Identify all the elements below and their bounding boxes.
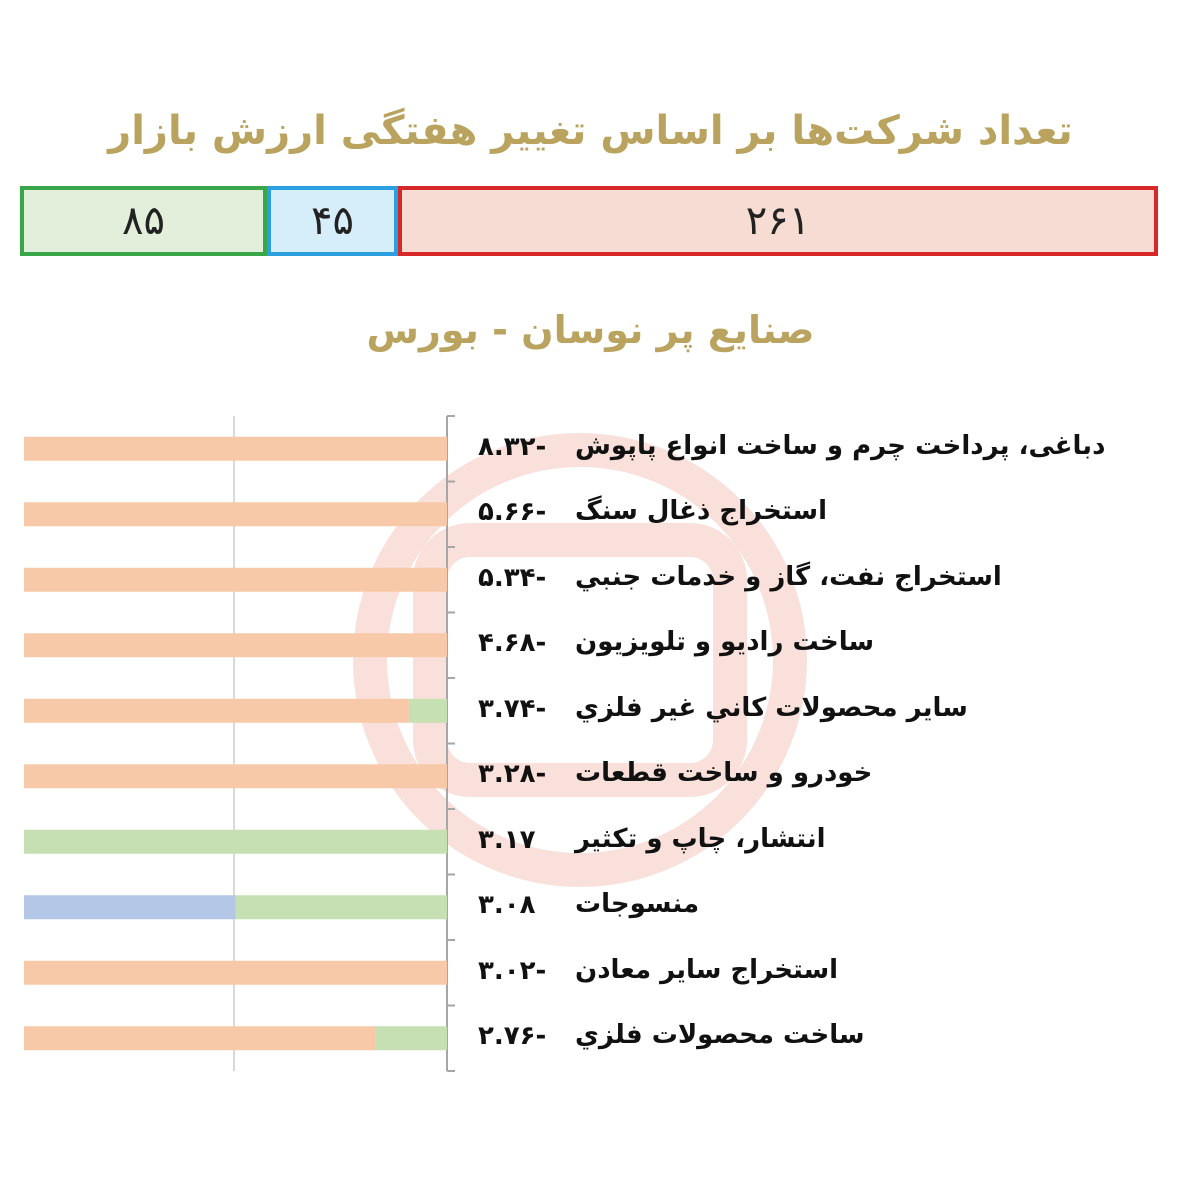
companies-title: تعداد شرکت‌ها بر اساس تغییر هفتگی ارزش بازار xyxy=(108,108,1073,154)
industry-bar-10-part-2 xyxy=(375,1026,447,1050)
industry-bar-5-part-2 xyxy=(409,699,447,723)
industry-label-7: انتشار، چاپ و تکثير xyxy=(575,823,826,854)
industry-bar-3-part-1 xyxy=(24,568,447,592)
industry-label-4: ساخت راديو و تلويزيون xyxy=(575,627,875,658)
industry-value-7: ۳.۱۷ xyxy=(478,824,536,855)
industry-value-2: ۵.۶۶- xyxy=(478,497,547,528)
industry-label-5: ساير محصولات کاني غير فلزي xyxy=(575,692,968,723)
summary-segment-red-value: ۲۶۱ xyxy=(745,198,811,244)
industry-label-1: دباغی، پرداخت چرم و ساخت انواع پاپوش xyxy=(575,430,1106,461)
industry-label-3: استخراج نفت، گاز و خدمات جنبي xyxy=(575,561,1002,592)
summary-segment-green-value: ۸۵ xyxy=(122,198,165,244)
industries-title: صنایع پر نوسان - بورس xyxy=(366,308,815,352)
industry-bar-9-part-1 xyxy=(24,961,447,985)
industry-label-10: ساخت محصولات فلزي xyxy=(575,1020,865,1051)
industry-bar-8-part-2 xyxy=(236,895,448,919)
industry-value-3: ۵.۳۴- xyxy=(478,562,547,593)
industry-label-8: منسوجات xyxy=(575,889,700,920)
industry-label-9: استخراج ساير معادن xyxy=(575,954,839,985)
industry-bar-6-part-1 xyxy=(24,764,447,788)
industry-bar-1-part-1 xyxy=(24,437,447,461)
industry-value-6: ۳.۲۸- xyxy=(478,759,547,790)
industry-bar-4-part-1 xyxy=(24,633,447,657)
summary-segment-blue-value: ۴۵ xyxy=(311,198,354,244)
industry-value-1: ۸.۳۲- xyxy=(478,431,547,462)
industry-value-5: ۳.۷۴- xyxy=(478,693,547,724)
industry-value-9: ۳.۰۲- xyxy=(478,955,547,986)
industry-bar-8-part-1 xyxy=(24,895,236,919)
industry-bar-2-part-1 xyxy=(24,502,447,526)
industry-value-4: ۴.۶۸- xyxy=(478,628,547,659)
industry-label-2: استخراج ذغال سنگ xyxy=(575,496,827,527)
industry-label-6: خودرو و ساخت قطعات xyxy=(575,758,873,789)
industry-bar-10-part-1 xyxy=(24,1026,375,1050)
industry-value-10: ۲.۷۶- xyxy=(478,1021,547,1052)
industry-bar-5-part-1 xyxy=(24,699,409,723)
industry-bar-7-part-1 xyxy=(24,830,447,854)
industry-value-8: ۳.۰۸ xyxy=(478,890,536,921)
